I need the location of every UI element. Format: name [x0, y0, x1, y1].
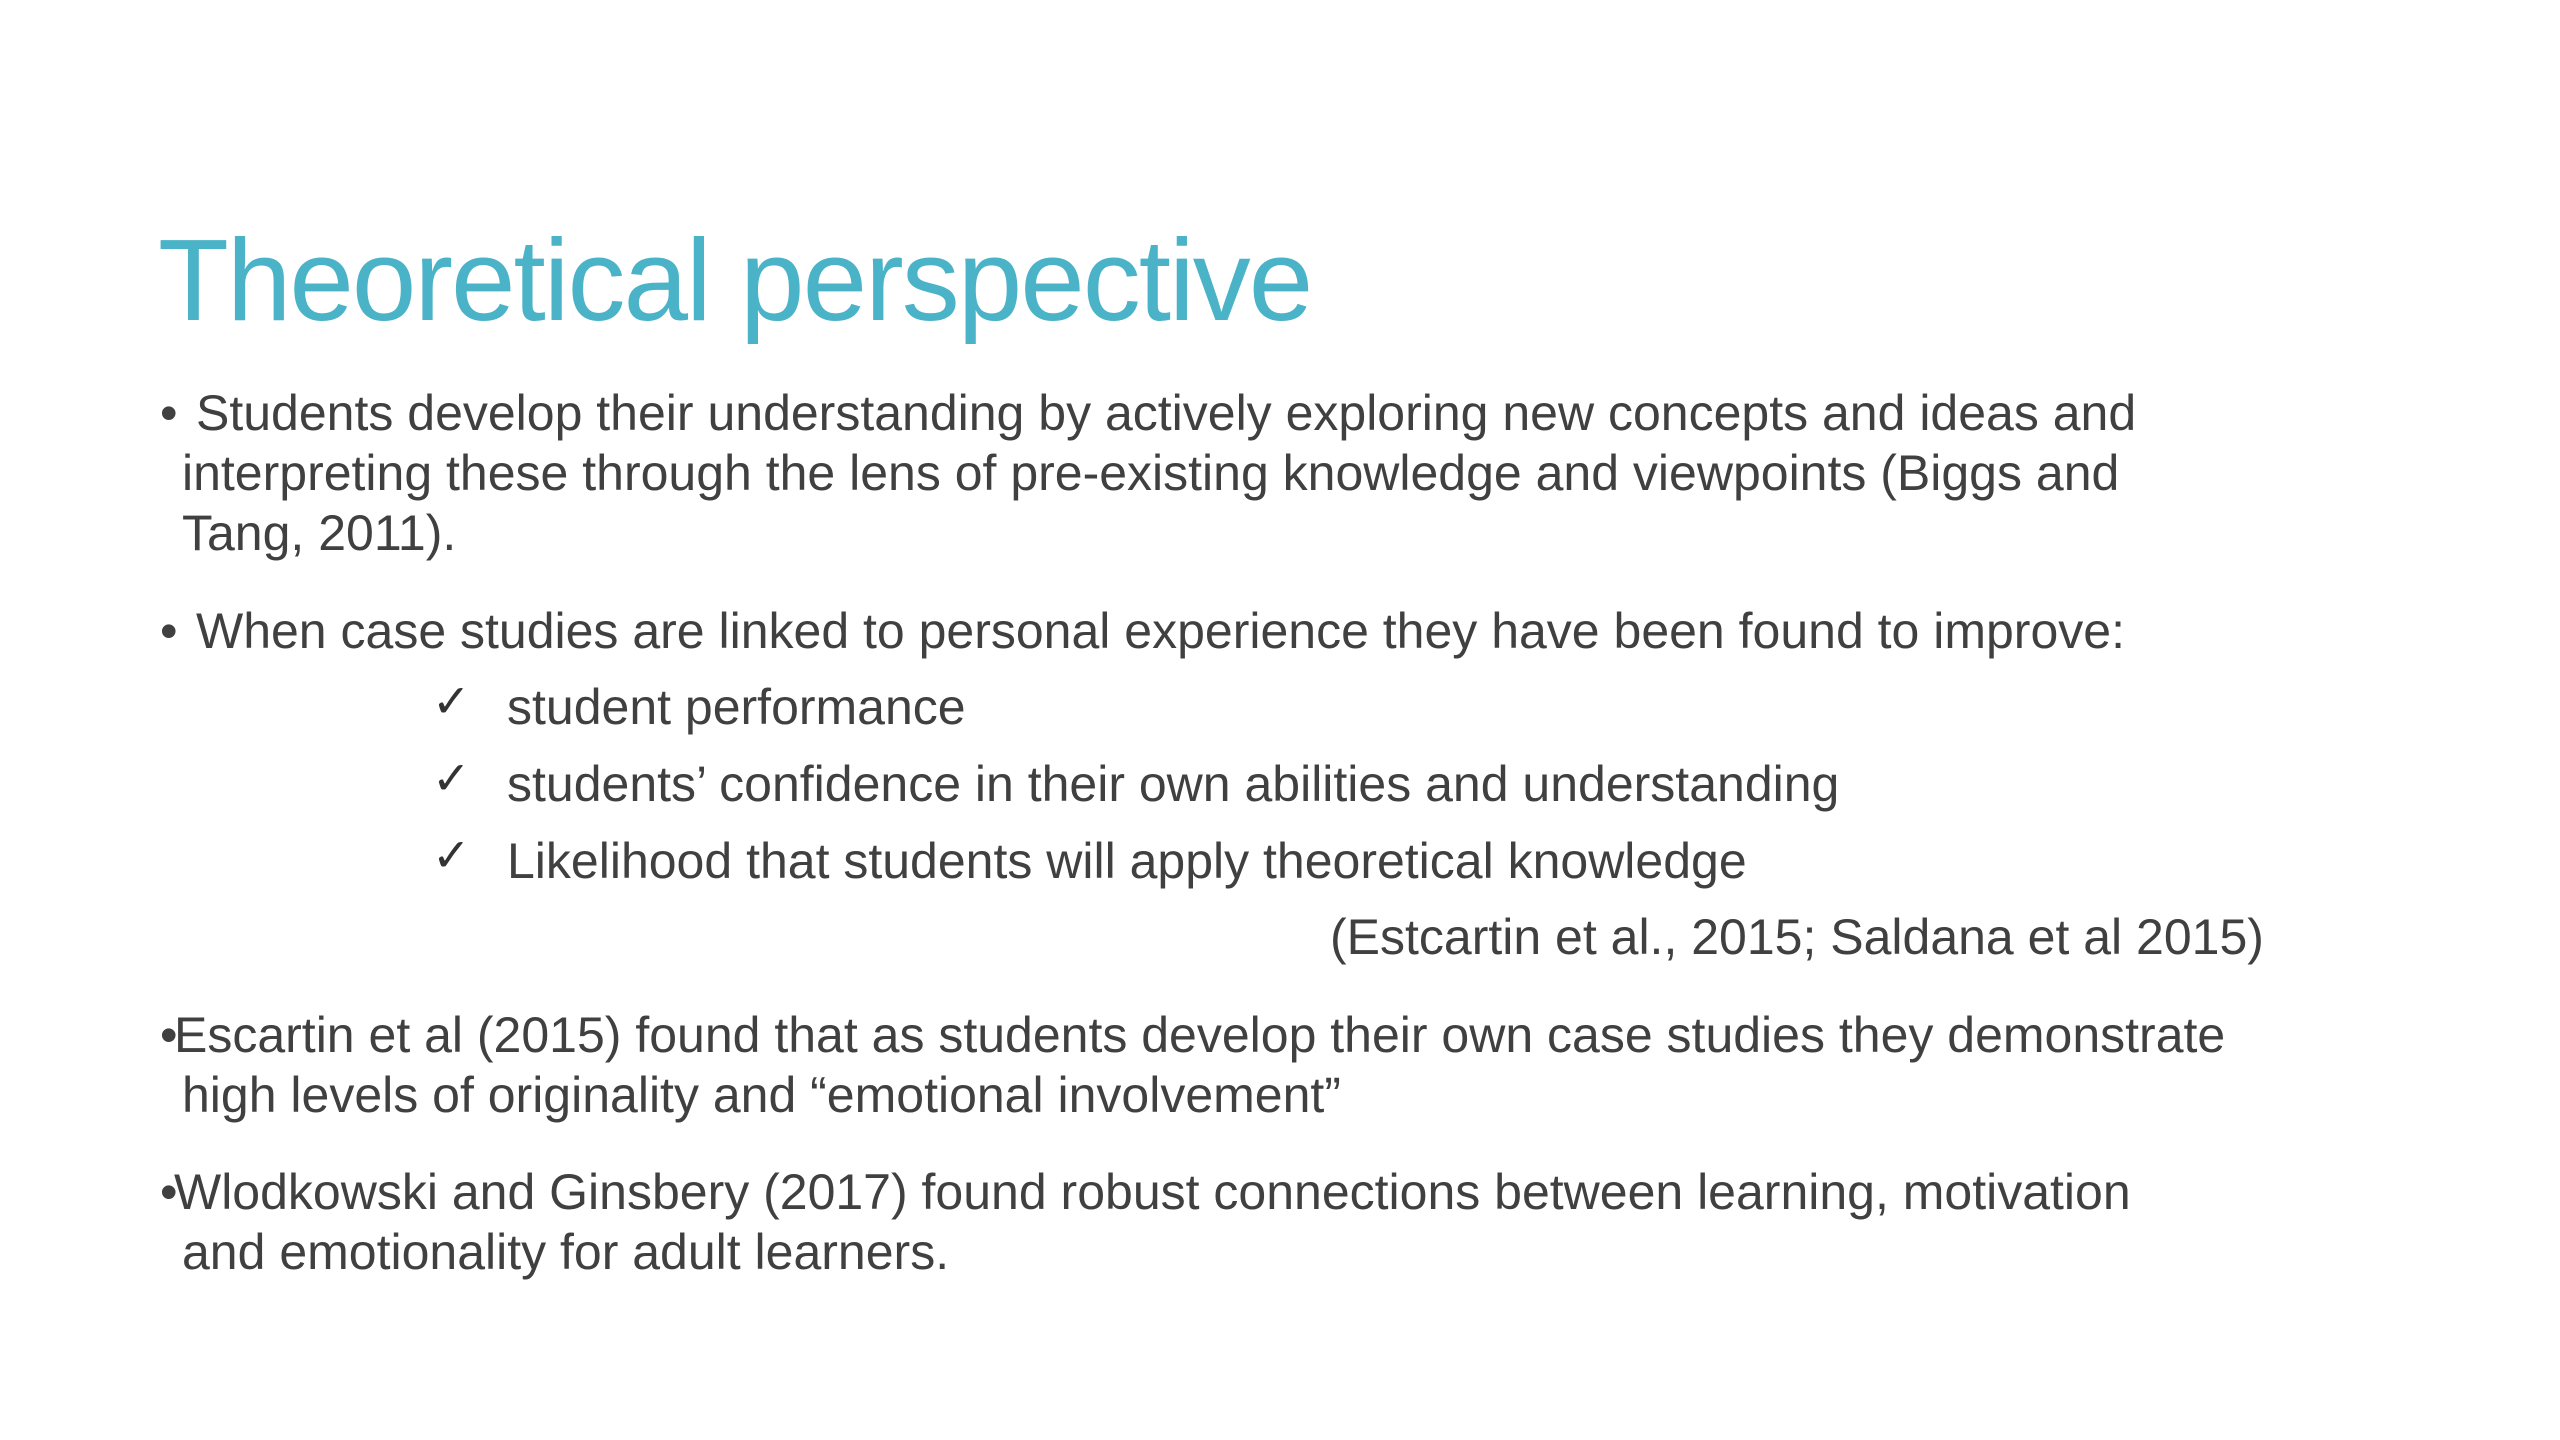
checkmark-icon: ✓	[432, 828, 471, 882]
checklist-item-text: students’ confidence in their own abilities and understanding	[507, 756, 1840, 812]
checkmark-icon: ✓	[432, 751, 471, 805]
bullet-text	[160, 1005, 2420, 1125]
checklist-item-text: Likelihood that students will apply theoretical knowledge	[507, 833, 1747, 889]
bullet-line: Wlodkowski and Ginsbery (2017) found robust connections between learning, motivation	[174, 1164, 2131, 1220]
bullet-item-3	[160, 1005, 2420, 1125]
bullet-line: and emotionality for adult learners.	[182, 1224, 950, 1280]
bullet-line: high levels of originality and “emotional involvement”	[182, 1067, 1341, 1123]
bullet-text	[160, 383, 2420, 563]
bullet-line: When case studies are linked to personal experience they have been found to improve:	[196, 603, 2125, 659]
bullet-line: Tang, 2011).	[182, 505, 457, 561]
slide-title: Theoretical perspective	[158, 215, 1312, 345]
bullet-item-2	[160, 601, 2420, 661]
bullet-marker: •	[160, 1007, 178, 1063]
bullet-line: interpreting these through the lens of pre-existing knowledge and viewpoints (Biggs and	[182, 445, 2120, 501]
bullet-line: Escartin et al (2015) found that as students develop their own case studies they demonstrate	[174, 1007, 2226, 1063]
bullet-marker: •	[160, 603, 178, 659]
bullet-line: Students develop their understanding by actively exploring new concepts and ideas and	[196, 385, 2137, 441]
bullet-item-1	[160, 383, 2420, 563]
bullet-marker: •	[160, 1164, 178, 1220]
bullet-text	[160, 1162, 2420, 1282]
bullet-marker: •	[160, 385, 178, 441]
citation: (Estcartin et al., 2015; Saldana et al 2015)	[1330, 909, 2264, 965]
bullet-text	[160, 601, 2420, 661]
bullet-item-4	[160, 1162, 2420, 1282]
checklist-item-text: student performance	[507, 679, 966, 735]
checkmark-icon: ✓	[432, 674, 471, 728]
